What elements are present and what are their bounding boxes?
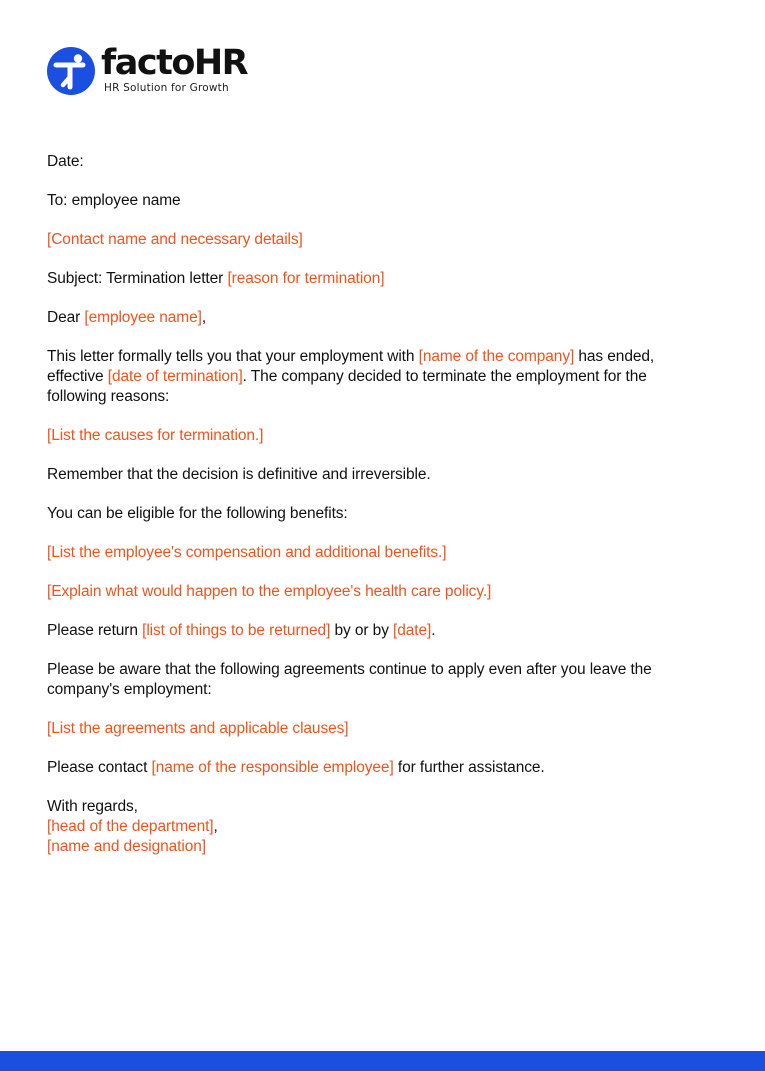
subject-line	[47, 269, 707, 289]
signature-block	[47, 797, 707, 857]
subject-placeholder: [reason for termination]	[227, 270, 385, 287]
body-paragraph	[47, 347, 707, 407]
contact-text-2: for further assistance.	[393, 759, 545, 776]
body-text-3: . The company decided to terminate the employment for the following reasons:	[47, 368, 647, 405]
return-text-2: by or by	[330, 622, 394, 639]
agreements-placeholder: [List the agreements and applicable clauses]	[47, 720, 349, 737]
signer-department-placeholder: [head of the department]	[47, 818, 214, 835]
salutation-comma: ,	[201, 309, 207, 326]
salutation	[47, 308, 707, 328]
return-line	[47, 621, 707, 641]
contact-text-1: Please contact	[47, 759, 152, 776]
signer-comma: ,	[213, 818, 218, 835]
person-figure-icon	[47, 47, 95, 95]
footer-bar	[0, 1051, 765, 1071]
return-items-placeholder: [list of things to be returned]	[142, 622, 331, 639]
closing-line: With regards,	[47, 798, 138, 815]
contact-details-placeholder: [Contact name and necessary details]	[47, 231, 303, 248]
health-care-placeholder: [Explain what would happen to the employee's health care policy.]	[47, 583, 492, 600]
salutation-placeholder: [employee name]	[84, 309, 202, 326]
body-text-1: This letter formally tells you that your employment with	[47, 348, 419, 365]
factohr-logo	[47, 43, 267, 98]
salutation-text: Dear	[47, 309, 85, 326]
causes-placeholder: [List the causes for termination.]	[47, 427, 264, 444]
agreements-text: Please be aware that the following agreements continue to apply even after you leave the company's employment:	[47, 661, 652, 698]
benefits-intro: You can be eligible for the following benefits:	[47, 505, 348, 522]
brand-name: factoHR	[101, 43, 248, 83]
signer-name-placeholder: [name and designation]	[47, 838, 206, 855]
signer-department-line	[47, 817, 707, 837]
termination-letter	[47, 152, 707, 857]
return-period: .	[431, 622, 436, 639]
date-line: Date:	[47, 153, 84, 170]
reminder-line: Remember that the decision is definitive and irreversible.	[47, 466, 431, 483]
company-placeholder: [name of the company]	[418, 348, 575, 365]
to-line: To: employee name	[47, 192, 181, 209]
return-date-placeholder: [date]	[393, 622, 432, 639]
body-text-2: has ended, effective	[47, 348, 655, 385]
subject-text: Subject: Termination letter	[47, 270, 228, 287]
return-text-1: Please return	[47, 622, 143, 639]
responsible-employee-placeholder: [name of the responsible employee]	[151, 759, 394, 776]
brand-tagline: HR Solution for Growth	[104, 82, 229, 94]
compensation-placeholder: [List the employee's compensation and additional benefits.]	[47, 544, 447, 561]
contact-line	[47, 758, 707, 778]
termination-date-placeholder: [date of termination]	[107, 368, 243, 385]
